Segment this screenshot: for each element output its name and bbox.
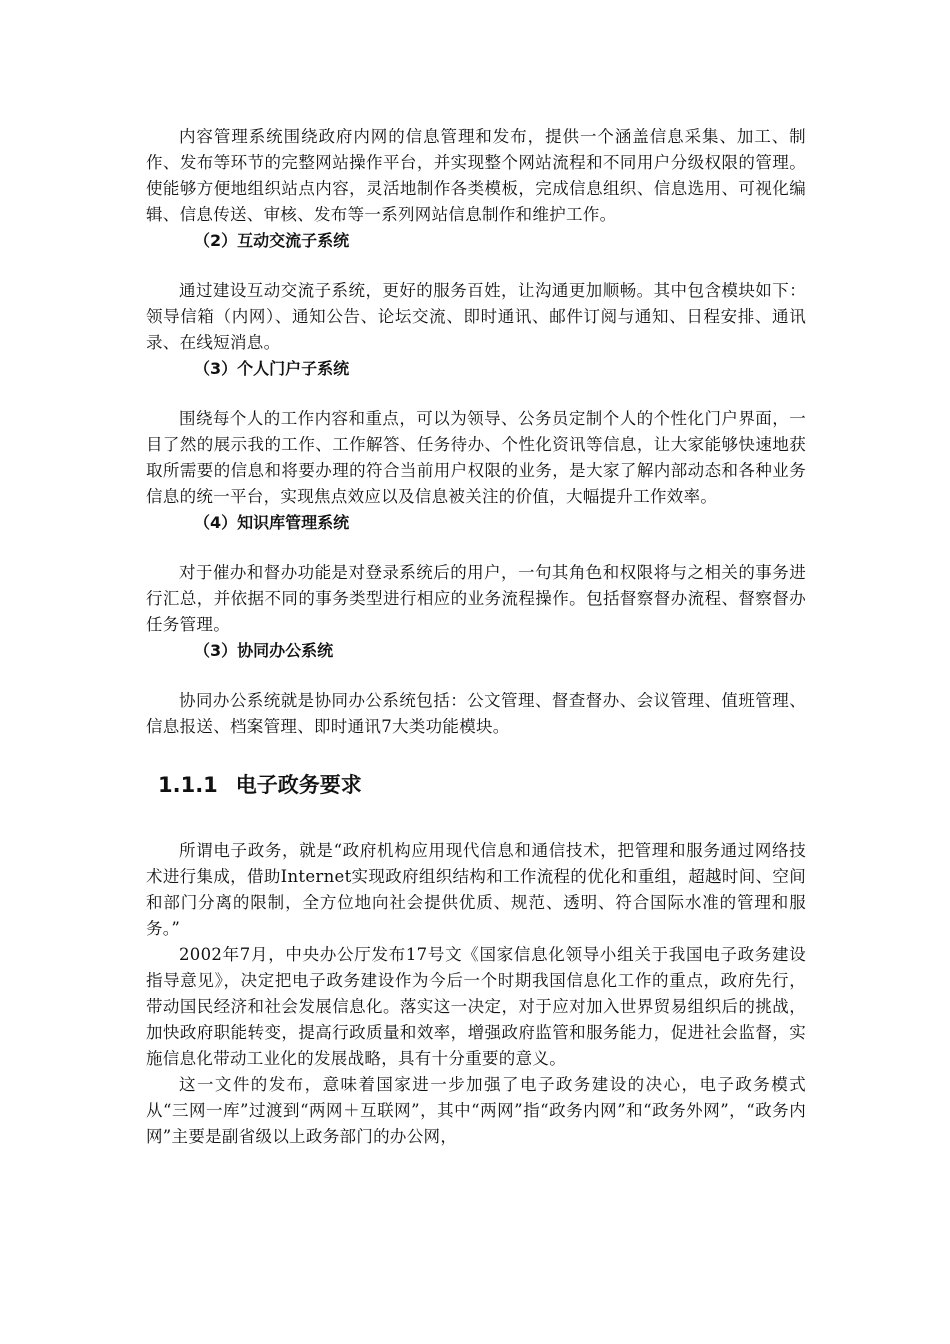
- section-number: 1.1.1: [158, 773, 218, 797]
- paragraph-document-release: 这一文件的发布，意味着国家进一步加强了电子政务建设的决心，电子政务模式从“三网一库”过渡到“两网＋互联网”，其中“两网”指“政务内网”和“政务外网”，“政务内网”主要是副省级以上政务部门的办公网，: [146, 1075, 806, 1146]
- paragraph-2002-document: 2002年7月，中央办公厅发布17号文《国家信息化领导小组关于我国电子政务建设指导意见》，决定把电子政务建设作为今后一个时期我国信息化工作的重点，政府先行，带动国民经济和社会发展信息化。落实这一决定，对于应对加入世界贸易组织后的挑战，加快政府职能转变，提高行政质量和效率，增强政府监管和服务能力，促进社会监督，实施信息化带动工业化的发展战略，具有十分重要的意义。: [146, 945, 806, 1068]
- heading-knowledge-system: （4）知识库管理系统: [194, 513, 350, 532]
- paragraph-interaction: 通过建设互动交流子系统，更好的服务百姓，让沟通更加顺畅。其中包含模块如下：领导信箱（内网）、通知公告、论坛交流、即时通讯、邮件订阅与通知、日程安排、通讯录、在线短消息。: [146, 281, 806, 352]
- spacer: [146, 740, 806, 770]
- paragraph-knowledge: 对于催办和督办功能是对登录系统后的用户，一句其角色和权限将与之相关的事务进行汇总，并依据不同的事务类型进行相应的业务流程操作。包括督察督办流程、督察督办任务管理。: [146, 563, 806, 634]
- heading-portal-subsystem: （3）个人门户子系统: [194, 359, 350, 378]
- spacer: [146, 254, 806, 278]
- document-content: [146, 124, 806, 1150]
- heading-interaction-subsystem: （2）互动交流子系统: [194, 231, 350, 250]
- paragraph-egov-definition: 所谓电子政务，就是“政府机构应用现代信息和通信技术，把管理和服务通过网络技术进行集成，借助Internet实现政府组织结构和工作流程的优化和重组，超越时间、空间和部门分离的限制，全方位地向社会提供优质、规范、透明、符合国际水准的管理和服务。”: [146, 841, 806, 938]
- heading-collab-system: （3）协同办公系统: [194, 641, 334, 660]
- section-heading: [146, 770, 806, 800]
- spacer: [146, 382, 806, 406]
- spacer: [146, 800, 806, 838]
- section-title: 电子政务要求: [235, 773, 362, 797]
- paragraph-collab: 协同办公系统就是协同办公系统包括：公文管理、督查督办、会议管理、值班管理、信息报送、档案管理、即时通讯7大类功能模块。: [146, 691, 806, 736]
- spacer: [146, 664, 806, 688]
- paragraph-portal: 围绕每个人的工作内容和重点，可以为领导、公务员定制个人的个性化门户界面，一目了然的展示我的工作、工作解答、任务待办、个性化资讯等信息，让大家能够快速地获取所需要的信息和将要办理的符合当前用户权限的业务，是大家了解内部动态和各种业务信息的统一平台，实现焦点效应以及信息被关注的价值，大幅提升工作效率。: [146, 409, 806, 506]
- spacer: [146, 536, 806, 560]
- paragraph-cms: 内容管理系统围绕政府内网的信息管理和发布，提供一个涵盖信息采集、加工、制作、发布等环节的完整网站操作平台，并实现整个网站流程和不同用户分级权限的管理。使能够方便地组织站点内容，灵活地制作各类模板，完成信息组织、信息选用、可视化编辑、信息传送、审核、发布等一系列网站信息制作和维护工作。: [146, 127, 806, 224]
